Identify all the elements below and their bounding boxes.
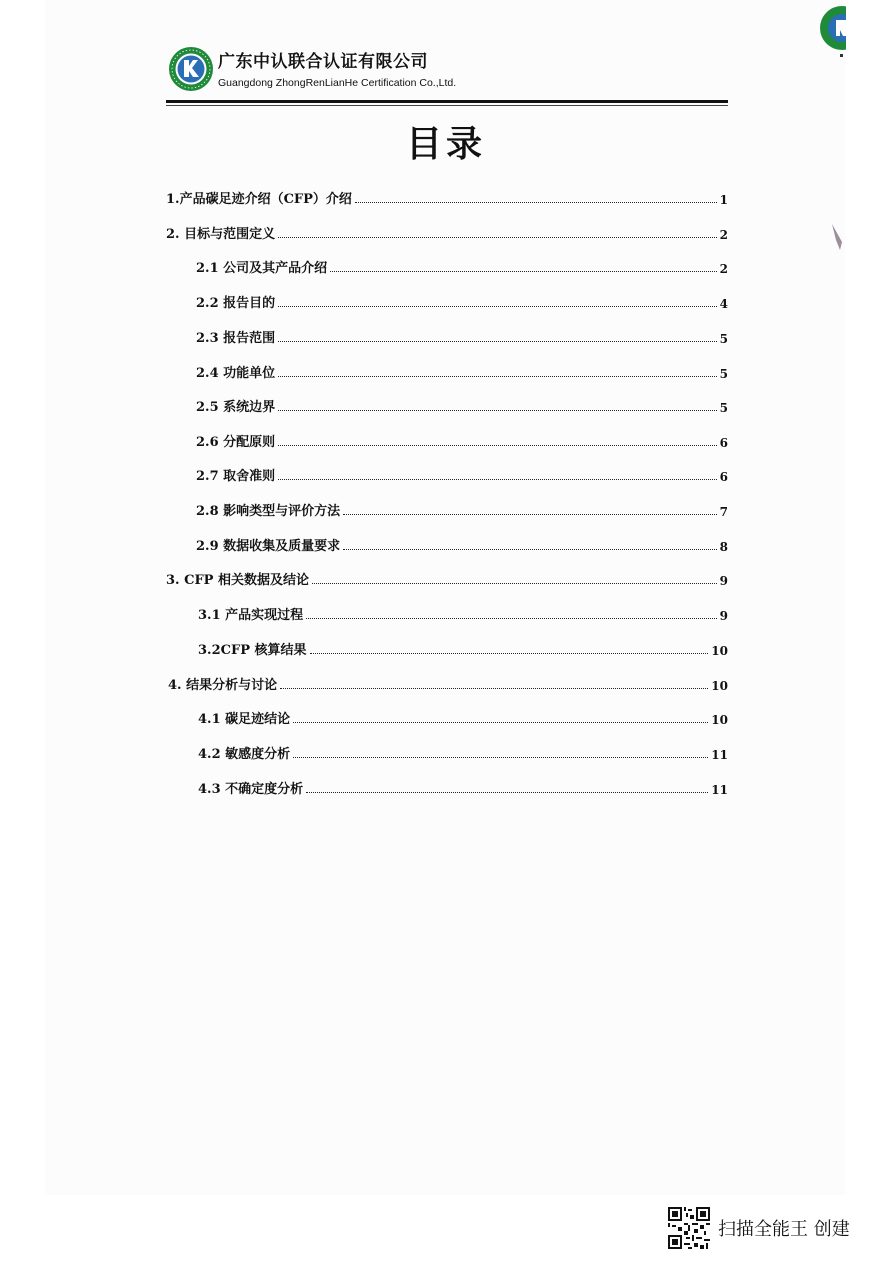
toc-entry [166, 568, 728, 588]
toc-entry-page: 11 [711, 783, 728, 797]
toc-entry [196, 499, 728, 519]
toc-entry-page: 9 [719, 609, 728, 623]
toc-leader-dots [280, 688, 708, 689]
toc-entry-page: 11 [711, 748, 728, 762]
toc-entry-page: 5 [719, 332, 728, 346]
toc-entry-label: 2.2 报告目的 [196, 296, 276, 311]
toc-leader-dots [343, 514, 716, 515]
toc-entry [168, 673, 728, 693]
toc-entry-label: 2. 目标与范围定义 [166, 227, 276, 242]
toc-leader-dots [343, 549, 716, 550]
toc-entry-page: 10 [711, 713, 728, 727]
partial-seal-icon [812, 0, 846, 58]
toc-leader-dots [278, 445, 716, 446]
toc-entry-label: 2.1 公司及其产品介绍 [196, 261, 328, 276]
page-title: 目录 [405, 123, 486, 165]
toc-entry-page: 6 [719, 436, 728, 450]
toc-leader-dots [330, 271, 716, 272]
toc-leader-dots [278, 237, 717, 238]
toc-entry [198, 777, 728, 797]
toc-entry-page: 9 [719, 574, 728, 588]
toc-entry [196, 361, 728, 381]
toc-leader-dots [293, 757, 708, 758]
company-logo-icon [168, 46, 214, 92]
toc-entry [166, 222, 728, 242]
toc-leader-dots [310, 653, 709, 654]
toc-leader-dots [312, 583, 717, 584]
toc-leader-dots [355, 202, 717, 203]
toc-entry [196, 464, 728, 484]
toc-entry [198, 707, 728, 727]
toc-entry-page: 2 [719, 262, 728, 276]
toc-entry-label: 2.9 数据收集及质量要求 [196, 539, 341, 554]
toc-entry [196, 534, 728, 554]
toc-entry-page: 2 [719, 228, 728, 242]
toc-entry [198, 638, 728, 658]
toc-leader-dots [293, 722, 708, 723]
toc-entry [196, 326, 728, 346]
toc-entry-page: 10 [711, 679, 728, 693]
header-rule-thick [166, 100, 728, 103]
toc-leader-dots [278, 306, 716, 307]
company-name-en: Guangdong ZhongRenLianHe Certification Co.,Ltd. [218, 77, 457, 89]
toc-entry-page: 6 [719, 470, 728, 484]
toc-entry [196, 430, 728, 450]
scanned-page-background [45, 0, 845, 1195]
toc-entry-label: 4. 结果分析与讨论 [168, 678, 278, 693]
toc-leader-dots [306, 792, 708, 793]
toc-entry-label: 4.3 不确定度分析 [198, 782, 304, 797]
toc-entry-label: 3.2CFP 核算结果 [198, 643, 307, 658]
toc-entry-label: 2.3 报告范围 [196, 331, 276, 346]
toc-leader-dots [278, 410, 716, 411]
company-name-cn: 广东中认联合认证有限公司 [218, 52, 428, 72]
header-rule-thin [166, 105, 728, 106]
toc-entry-page: 10 [711, 644, 728, 658]
qr-code-icon [668, 1207, 710, 1249]
toc-entry-page: 5 [719, 367, 728, 381]
toc-leader-dots [278, 479, 716, 480]
toc-entry [198, 742, 728, 762]
toc-entry-label: 3.1 产品实现过程 [198, 608, 304, 623]
toc-entry-page: 8 [719, 540, 728, 554]
toc-entry-label: 4.1 碳足迹结论 [198, 712, 291, 727]
toc-entry-page: 1 [719, 193, 728, 207]
toc-entry [196, 291, 728, 311]
toc-entry-label: 3. CFP 相关数据及结论 [166, 573, 309, 588]
toc-entry-label: 2.5 系统边界 [196, 400, 276, 415]
toc-leader-dots [306, 618, 716, 619]
toc-entry-label: 2.6 分配原则 [196, 435, 276, 450]
toc-entry [196, 395, 728, 415]
toc-entry-page: 5 [719, 401, 728, 415]
toc-entry-label: 2.7 取舍准则 [196, 469, 276, 484]
letterhead [166, 44, 728, 104]
toc-entry-page: 4 [719, 297, 728, 311]
toc-entry [196, 256, 728, 276]
toc-entry-page: 7 [719, 505, 728, 519]
toc-entry-label: 1.产品碳足迹介绍（CFP）介绍 [166, 192, 352, 207]
toc-entry [166, 187, 728, 207]
toc-entry [198, 603, 728, 623]
toc-leader-dots [278, 341, 716, 342]
toc-entry-label: 2.8 影响类型与评价方法 [196, 504, 341, 519]
scanner-label: 扫描全能王 创建 [718, 1219, 850, 1240]
toc-entry-label: 4.2 敏感度分析 [198, 747, 291, 762]
edge-mark-icon [830, 222, 844, 252]
toc-leader-dots [278, 376, 716, 377]
scanner-watermark [668, 1207, 850, 1249]
toc-entry-label: 2.4 功能单位 [196, 366, 276, 381]
